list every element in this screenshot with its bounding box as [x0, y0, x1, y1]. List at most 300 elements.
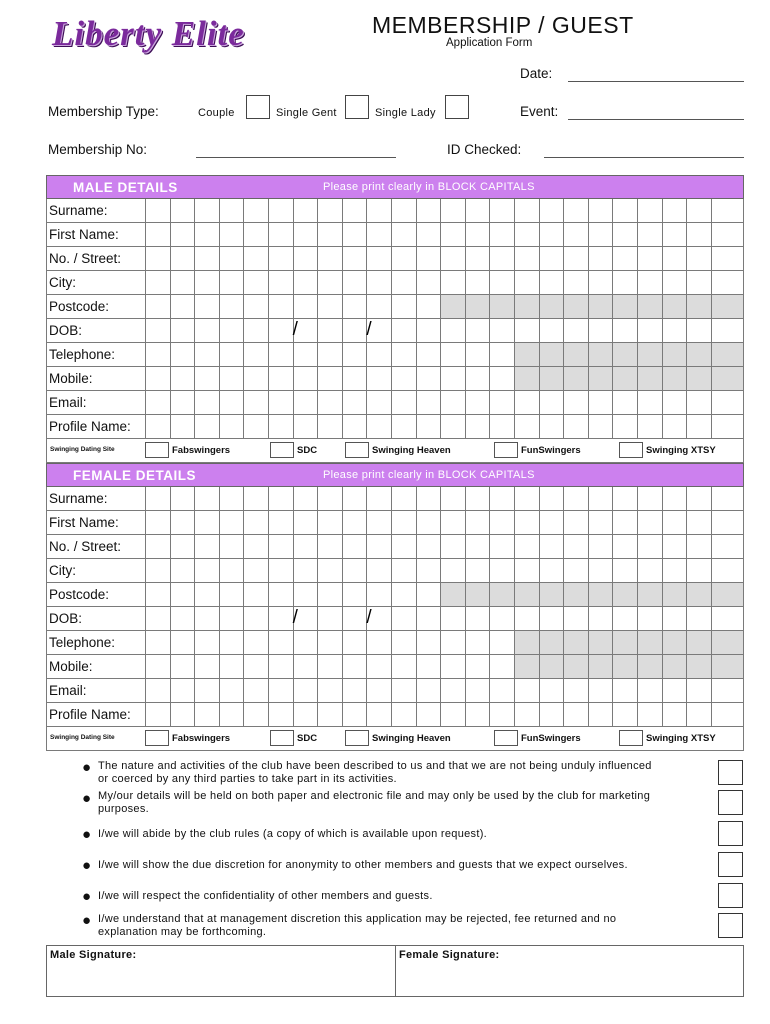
input-cell[interactable]	[638, 511, 663, 535]
input-cell[interactable]	[367, 415, 392, 439]
input-cell[interactable]	[687, 511, 712, 535]
input-cell[interactable]	[441, 655, 466, 679]
input-cell[interactable]	[564, 391, 589, 415]
input-cell[interactable]	[244, 487, 269, 511]
input-cell[interactable]	[171, 655, 196, 679]
input-cell[interactable]	[171, 247, 196, 271]
input-cell[interactable]	[146, 655, 171, 679]
input-cell[interactable]	[195, 655, 220, 679]
input-cell[interactable]	[638, 559, 663, 583]
input-cell[interactable]	[613, 223, 638, 247]
input-cell[interactable]	[318, 247, 343, 271]
input-cell[interactable]	[244, 679, 269, 703]
input-cell[interactable]	[564, 511, 589, 535]
input-cell[interactable]	[638, 271, 663, 295]
input-cell[interactable]	[441, 199, 466, 223]
input-cell[interactable]	[638, 607, 663, 631]
input-cell[interactable]	[244, 367, 269, 391]
input-cell[interactable]	[343, 631, 368, 655]
input-cell[interactable]	[269, 415, 294, 439]
input-cell[interactable]	[564, 487, 589, 511]
input-cell[interactable]	[417, 199, 442, 223]
input-cell[interactable]	[515, 223, 540, 247]
input-cell[interactable]	[613, 319, 638, 343]
input-cell[interactable]	[343, 583, 368, 607]
input-cell[interactable]	[515, 247, 540, 271]
input-cell[interactable]	[244, 583, 269, 607]
input-cell[interactable]	[490, 559, 515, 583]
input-cell[interactable]	[195, 295, 220, 319]
input-cell[interactable]	[712, 199, 744, 223]
input-cell[interactable]	[294, 703, 319, 727]
declaration-checkbox[interactable]	[718, 760, 743, 785]
input-cell[interactable]	[146, 223, 171, 247]
input-cell[interactable]	[490, 535, 515, 559]
input-cell[interactable]	[269, 607, 294, 631]
input-cell[interactable]	[515, 559, 540, 583]
input-cell[interactable]	[613, 247, 638, 271]
input-cell[interactable]	[417, 631, 442, 655]
input-cell[interactable]	[195, 319, 220, 343]
input-cell[interactable]	[687, 535, 712, 559]
input-cell[interactable]	[417, 511, 442, 535]
input-cell[interactable]	[367, 391, 392, 415]
input-cell[interactable]	[466, 199, 491, 223]
input-cell[interactable]	[417, 295, 442, 319]
declaration-checkbox[interactable]	[718, 790, 743, 815]
input-cell[interactable]	[687, 391, 712, 415]
input-cell[interactable]	[613, 703, 638, 727]
input-cell[interactable]	[171, 631, 196, 655]
input-cell[interactable]	[146, 343, 171, 367]
input-cell[interactable]	[417, 487, 442, 511]
input-cell[interactable]	[294, 199, 319, 223]
input-cell[interactable]	[220, 655, 245, 679]
input-cell[interactable]	[490, 511, 515, 535]
input-cell[interactable]	[441, 559, 466, 583]
input-cell[interactable]	[269, 295, 294, 319]
input-cell[interactable]	[195, 511, 220, 535]
input-cell[interactable]	[515, 535, 540, 559]
input-cell[interactable]	[589, 319, 614, 343]
input-cell[interactable]	[171, 703, 196, 727]
input-cell[interactable]	[220, 199, 245, 223]
input-cell[interactable]	[441, 247, 466, 271]
input-cell[interactable]	[220, 343, 245, 367]
date-field[interactable]	[568, 81, 744, 82]
input-cell[interactable]	[663, 511, 688, 535]
input-cell[interactable]	[367, 703, 392, 727]
input-cell[interactable]	[392, 703, 417, 727]
input-cell[interactable]	[490, 199, 515, 223]
input-cell[interactable]	[269, 679, 294, 703]
input-cell[interactable]	[195, 559, 220, 583]
input-cell[interactable]	[195, 679, 220, 703]
input-cell[interactable]	[244, 391, 269, 415]
input-cell[interactable]	[540, 415, 565, 439]
site-checkbox[interactable]	[619, 730, 643, 746]
input-cell[interactable]	[417, 703, 442, 727]
input-cell[interactable]	[392, 415, 417, 439]
input-cell[interactable]	[441, 367, 466, 391]
input-cell[interactable]	[663, 679, 688, 703]
input-cell[interactable]	[343, 367, 368, 391]
event-field[interactable]	[568, 119, 744, 120]
input-cell[interactable]	[441, 607, 466, 631]
input-cell[interactable]	[417, 391, 442, 415]
input-cell[interactable]	[540, 391, 565, 415]
input-cell[interactable]	[220, 535, 245, 559]
type-single-lady-checkbox[interactable]	[445, 95, 469, 119]
input-cell[interactable]	[318, 295, 343, 319]
input-cell[interactable]	[515, 271, 540, 295]
input-cell[interactable]	[392, 247, 417, 271]
input-cell[interactable]	[515, 487, 540, 511]
input-cell[interactable]	[195, 607, 220, 631]
input-cell[interactable]	[294, 247, 319, 271]
input-cell[interactable]	[417, 679, 442, 703]
input-cell[interactable]	[269, 487, 294, 511]
input-cell[interactable]	[343, 511, 368, 535]
input-cell[interactable]	[367, 295, 392, 319]
input-cell[interactable]	[367, 631, 392, 655]
input-cell[interactable]	[638, 319, 663, 343]
input-cell[interactable]	[417, 535, 442, 559]
input-cell[interactable]	[638, 415, 663, 439]
input-cell[interactable]	[220, 247, 245, 271]
input-cell[interactable]	[589, 247, 614, 271]
input-cell[interactable]	[146, 559, 171, 583]
input-cell[interactable]	[294, 391, 319, 415]
input-cell[interactable]	[663, 247, 688, 271]
input-cell[interactable]	[663, 535, 688, 559]
input-cell[interactable]	[392, 343, 417, 367]
input-cell[interactable]	[367, 679, 392, 703]
input-cell[interactable]	[638, 535, 663, 559]
input-cell[interactable]	[171, 223, 196, 247]
input-cell[interactable]	[220, 607, 245, 631]
input-cell[interactable]	[417, 415, 442, 439]
female-signature-field[interactable]	[397, 946, 743, 996]
declaration-checkbox[interactable]	[718, 913, 743, 938]
input-cell[interactable]	[589, 487, 614, 511]
input-cell[interactable]	[687, 607, 712, 631]
site-checkbox[interactable]	[145, 730, 169, 746]
input-cell[interactable]	[269, 511, 294, 535]
input-cell[interactable]	[343, 559, 368, 583]
input-cell[interactable]	[589, 535, 614, 559]
input-cell[interactable]	[687, 415, 712, 439]
input-cell[interactable]	[540, 679, 565, 703]
input-cell[interactable]	[146, 247, 171, 271]
input-cell[interactable]	[318, 319, 343, 343]
input-cell[interactable]	[589, 559, 614, 583]
input-cell[interactable]	[638, 223, 663, 247]
declaration-checkbox[interactable]	[718, 821, 743, 846]
input-cell[interactable]	[195, 535, 220, 559]
input-cell[interactable]	[540, 511, 565, 535]
input-cell[interactable]	[564, 535, 589, 559]
input-cell[interactable]	[171, 295, 196, 319]
input-cell[interactable]	[466, 607, 491, 631]
input-cell[interactable]	[540, 487, 565, 511]
input-cell[interactable]	[417, 583, 442, 607]
input-cell[interactable]	[613, 679, 638, 703]
input-cell[interactable]	[244, 703, 269, 727]
input-cell[interactable]	[687, 271, 712, 295]
input-cell[interactable]	[589, 391, 614, 415]
input-cell[interactable]	[490, 607, 515, 631]
input-cell[interactable]	[269, 199, 294, 223]
id-checked-field[interactable]	[544, 157, 744, 158]
input-cell[interactable]	[515, 415, 540, 439]
input-cell[interactable]	[515, 391, 540, 415]
input-cell[interactable]	[367, 247, 392, 271]
input-cell[interactable]	[466, 271, 491, 295]
input-cell[interactable]	[466, 415, 491, 439]
input-cell[interactable]	[367, 367, 392, 391]
input-cell[interactable]	[712, 607, 744, 631]
input-cell[interactable]	[220, 367, 245, 391]
input-cell[interactable]	[318, 223, 343, 247]
input-cell[interactable]	[367, 535, 392, 559]
input-cell[interactable]	[663, 487, 688, 511]
input-cell[interactable]	[220, 223, 245, 247]
input-cell[interactable]	[318, 271, 343, 295]
input-cell[interactable]	[515, 199, 540, 223]
input-cell[interactable]	[540, 703, 565, 727]
input-cell[interactable]	[343, 487, 368, 511]
input-cell[interactable]	[712, 247, 744, 271]
input-cell[interactable]	[466, 511, 491, 535]
input-cell[interactable]	[171, 559, 196, 583]
input-cell[interactable]	[613, 415, 638, 439]
input-cell[interactable]	[466, 631, 491, 655]
input-cell[interactable]	[515, 607, 540, 631]
input-cell[interactable]	[392, 631, 417, 655]
input-cell[interactable]	[687, 247, 712, 271]
input-cell[interactable]	[171, 487, 196, 511]
input-cell[interactable]	[146, 319, 171, 343]
input-cell[interactable]	[318, 367, 343, 391]
input-cell[interactable]	[244, 271, 269, 295]
input-cell[interactable]	[318, 607, 343, 631]
input-cell[interactable]	[564, 703, 589, 727]
input-cell[interactable]	[171, 583, 196, 607]
input-cell[interactable]	[466, 535, 491, 559]
input-cell[interactable]	[466, 223, 491, 247]
input-cell[interactable]	[367, 487, 392, 511]
input-cell[interactable]	[269, 583, 294, 607]
input-cell[interactable]	[466, 343, 491, 367]
input-cell[interactable]	[294, 343, 319, 367]
input-cell[interactable]	[343, 319, 368, 343]
input-cell[interactable]	[589, 679, 614, 703]
input-cell[interactable]	[146, 415, 171, 439]
input-cell[interactable]	[195, 631, 220, 655]
input-cell[interactable]	[564, 271, 589, 295]
input-cell[interactable]	[589, 223, 614, 247]
input-cell[interactable]	[589, 703, 614, 727]
input-cell[interactable]	[392, 199, 417, 223]
input-cell[interactable]	[269, 271, 294, 295]
input-cell[interactable]	[663, 607, 688, 631]
input-cell[interactable]	[318, 679, 343, 703]
input-cell[interactable]	[712, 319, 744, 343]
input-cell[interactable]	[318, 343, 343, 367]
input-cell[interactable]	[318, 511, 343, 535]
input-cell[interactable]	[146, 367, 171, 391]
input-cell[interactable]	[441, 415, 466, 439]
input-cell[interactable]	[441, 487, 466, 511]
input-cell[interactable]	[294, 655, 319, 679]
input-cell[interactable]	[269, 223, 294, 247]
input-cell[interactable]	[171, 535, 196, 559]
input-cell[interactable]	[490, 487, 515, 511]
input-cell[interactable]	[613, 607, 638, 631]
input-cell[interactable]	[367, 223, 392, 247]
input-cell[interactable]	[171, 367, 196, 391]
input-cell[interactable]	[367, 583, 392, 607]
input-cell[interactable]	[466, 679, 491, 703]
input-cell[interactable]	[171, 607, 196, 631]
input-cell[interactable]	[146, 271, 171, 295]
input-cell[interactable]	[171, 343, 196, 367]
input-cell[interactable]	[490, 223, 515, 247]
input-cell[interactable]	[392, 583, 417, 607]
input-cell[interactable]	[343, 343, 368, 367]
input-cell[interactable]	[466, 367, 491, 391]
input-cell[interactable]	[466, 559, 491, 583]
input-cell[interactable]	[171, 415, 196, 439]
site-checkbox[interactable]	[270, 442, 294, 458]
input-cell[interactable]	[294, 487, 319, 511]
input-cell[interactable]	[195, 415, 220, 439]
site-checkbox[interactable]	[270, 730, 294, 746]
input-cell[interactable]	[638, 487, 663, 511]
input-cell[interactable]	[220, 559, 245, 583]
input-cell[interactable]	[146, 703, 171, 727]
input-cell[interactable]	[417, 343, 442, 367]
input-cell[interactable]	[269, 703, 294, 727]
input-cell[interactable]	[220, 391, 245, 415]
input-cell[interactable]	[244, 535, 269, 559]
input-cell[interactable]	[244, 655, 269, 679]
input-cell[interactable]	[244, 223, 269, 247]
input-cell[interactable]	[712, 391, 744, 415]
input-cell[interactable]	[318, 703, 343, 727]
input-cell[interactable]	[220, 271, 245, 295]
input-cell[interactable]	[490, 631, 515, 655]
input-cell[interactable]	[663, 391, 688, 415]
input-cell[interactable]	[244, 631, 269, 655]
input-cell[interactable]	[269, 535, 294, 559]
input-cell[interactable]	[663, 319, 688, 343]
input-cell[interactable]	[417, 271, 442, 295]
input-cell[interactable]	[490, 679, 515, 703]
input-cell[interactable]	[318, 559, 343, 583]
input-cell[interactable]	[638, 679, 663, 703]
input-cell[interactable]	[392, 271, 417, 295]
input-cell[interactable]	[540, 199, 565, 223]
input-cell[interactable]	[367, 199, 392, 223]
input-cell[interactable]	[638, 199, 663, 223]
site-checkbox[interactable]	[145, 442, 169, 458]
input-cell[interactable]	[712, 559, 744, 583]
input-cell[interactable]	[613, 487, 638, 511]
input-cell[interactable]	[195, 247, 220, 271]
input-cell[interactable]	[417, 223, 442, 247]
input-cell[interactable]	[294, 415, 319, 439]
input-cell[interactable]	[343, 271, 368, 295]
input-cell[interactable]	[613, 271, 638, 295]
input-cell[interactable]	[417, 367, 442, 391]
input-cell[interactable]	[269, 319, 294, 343]
input-cell[interactable]	[392, 319, 417, 343]
input-cell[interactable]	[392, 367, 417, 391]
input-cell[interactable]	[663, 703, 688, 727]
input-cell[interactable]	[269, 367, 294, 391]
input-cell[interactable]	[712, 511, 744, 535]
input-cell[interactable]	[441, 535, 466, 559]
site-checkbox[interactable]	[345, 442, 369, 458]
input-cell[interactable]	[466, 487, 491, 511]
input-cell[interactable]	[466, 703, 491, 727]
input-cell[interactable]	[638, 391, 663, 415]
input-cell[interactable]	[269, 343, 294, 367]
input-cell[interactable]	[343, 391, 368, 415]
input-cell[interactable]	[564, 559, 589, 583]
input-cell[interactable]	[441, 271, 466, 295]
input-cell[interactable]	[392, 655, 417, 679]
type-couple-checkbox[interactable]	[246, 95, 270, 119]
input-cell[interactable]	[367, 559, 392, 583]
site-checkbox[interactable]	[494, 442, 518, 458]
input-cell[interactable]	[712, 271, 744, 295]
input-cell[interactable]	[244, 511, 269, 535]
input-cell[interactable]	[244, 607, 269, 631]
input-cell[interactable]	[244, 295, 269, 319]
site-checkbox[interactable]	[619, 442, 643, 458]
input-cell[interactable]	[171, 319, 196, 343]
input-cell[interactable]	[146, 583, 171, 607]
input-cell[interactable]	[712, 679, 744, 703]
input-cell[interactable]	[490, 247, 515, 271]
input-cell[interactable]	[171, 199, 196, 223]
declaration-checkbox[interactable]	[718, 852, 743, 877]
input-cell[interactable]	[712, 223, 744, 247]
input-cell[interactable]	[343, 679, 368, 703]
input-cell[interactable]	[269, 655, 294, 679]
input-cell[interactable]	[146, 199, 171, 223]
input-cell[interactable]	[515, 679, 540, 703]
input-cell[interactable]	[638, 247, 663, 271]
input-cell[interactable]	[220, 487, 245, 511]
input-cell[interactable]	[392, 607, 417, 631]
input-cell[interactable]	[244, 319, 269, 343]
input-cell[interactable]	[540, 271, 565, 295]
input-cell[interactable]	[146, 391, 171, 415]
input-cell[interactable]	[294, 583, 319, 607]
input-cell[interactable]	[540, 607, 565, 631]
input-cell[interactable]	[269, 247, 294, 271]
input-cell[interactable]	[613, 559, 638, 583]
input-cell[interactable]	[515, 703, 540, 727]
input-cell[interactable]	[220, 415, 245, 439]
input-cell[interactable]	[613, 511, 638, 535]
input-cell[interactable]	[195, 583, 220, 607]
input-cell[interactable]	[663, 559, 688, 583]
